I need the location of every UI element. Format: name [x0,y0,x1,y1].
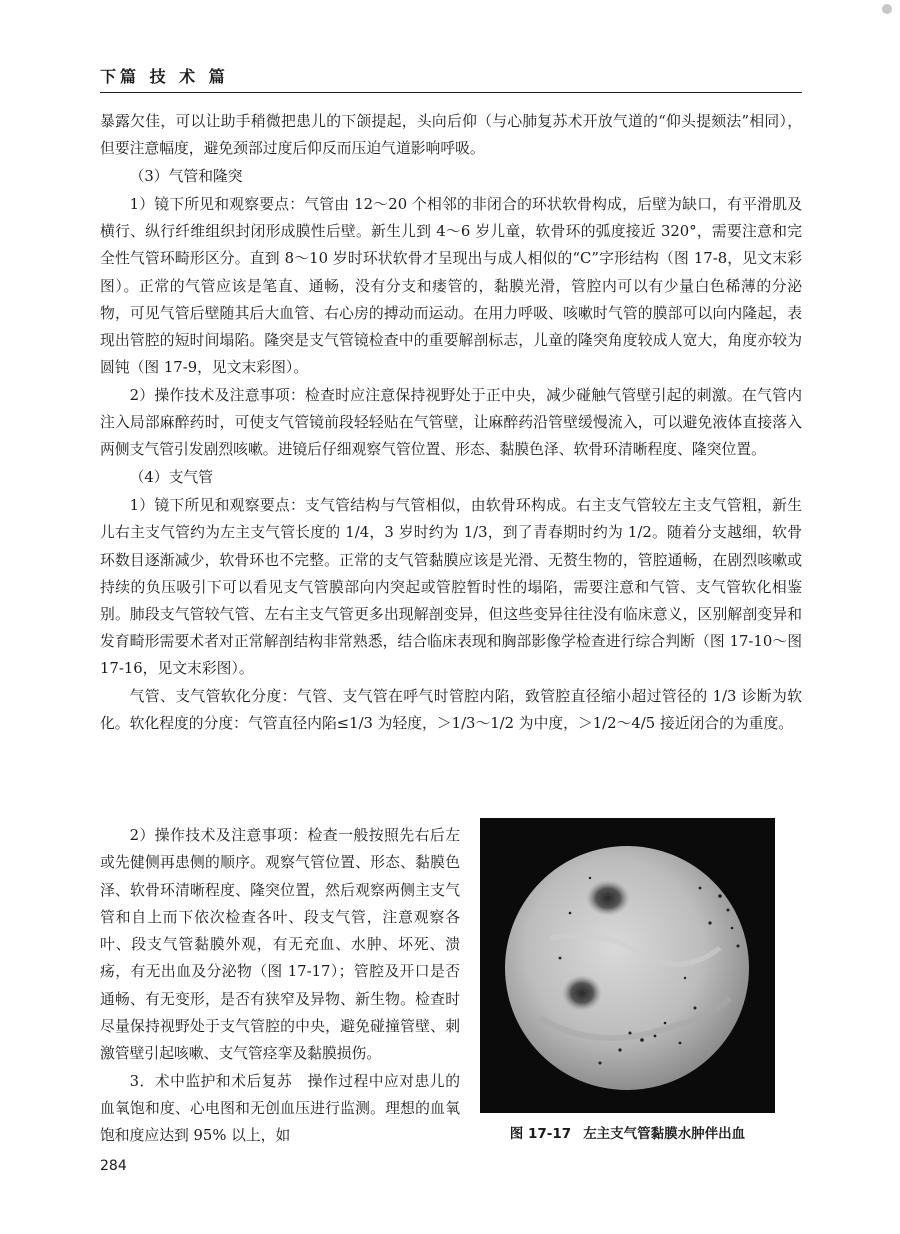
figure-label: 图 17-17 [509,1126,572,1142]
paragraph-bronchi-technique: 2）操作技术及注意事项：检查一般按照先右后左或先健侧再患侧的顺序。观察气管位置、形态、黏膜色泽、软骨环清晰程度、隆突位置，然后观察两侧主支气管和自上而下依次检查各叶、段支气管，注意观察各叶、段支气管黏膜外观，有无充血、水肿、坏死、溃疡，有无出血及分泌物（图 17-17）；管腔及开口是否通畅、有无变形，是否有狭窄及异物、新生物。检查时尽量保持视野处于支气管腔的中央，避免碰撞管壁、刺激管壁引起咳嗽、支气管痉挛及黏膜损伤。 [100,827,460,1063]
running-header: 下篇 技 术 篇 [100,67,229,86]
paragraph-malacia-grading: 气管、支气管软化分度：气管、支气管在呼气时管腔内陷，致管腔直径缩小超过管径的 1/3 诊断为软化。软化程度的分度：气管直径内陷≤1/3 为轻度，＞1/3～1/2 为中度，＞1/2～4/5 接近闭合的为重度。 [100,687,802,733]
bronchoscopy-figure [480,818,775,1113]
bronchoscopy-image [480,818,775,1113]
lower-bronchial-opening [562,975,602,1011]
paragraph-bronchi-observation: 1）镜下所见和观察要点：支气管结构与气管相似，由软骨环构成。右主支气管较左主支气管粗，新生儿右主支气管约为左主支气管长度的 1/4，3 岁时约为 1/3，到了青春期时约为 1/2。随着分支越细，软骨环数目逐渐减少，软骨环也不完整。正常的支气管黏膜应该是光滑、无赘生物的，管腔通畅，在剧烈咳嗽或持续的负压吸引下可以看见支气管膜部向内突起或管腔暂时性的塌陷，需要注意和气管、支气管软化相鉴别。肺段支气管较气管、左右主支气管更多出现解剖变异，但这些变异往往没有临床意义，区别解剖变异和发育畸形需要术者对正常解剖结构非常熟悉，结合临床表现和胸部影像学检查进行综合判断（图 17-10～图 17-16，见文末彩图）。 [100,497,802,677]
wrapped-text-block [100,822,460,1150]
section-heading-trachea: （3）气管和隆突 [129,168,243,186]
upper-bronchial-opening [586,880,630,916]
paragraph-trachea-technique: 2）操作技术及注意事项：检查时应注意保持视野处于正中央，减少碰触气管壁引起的刺激。在气管内注入局部麻醉药时，可使支气管镜前段轻轻贴在气管壁，让麻醉药沿管壁缓慢流入，可以避免液体直接落入两侧支气管引发剧烈咳嗽。进镜后仔细观察气管位置、形态、黏膜色泽、软骨环清晰程度、隆突位置。 [100,386,802,459]
main-text-block [100,108,802,737]
figure-caption-text: 左主支气管黏膜水肿伴出血 [583,1126,746,1142]
paragraph-continuation: 暴露欠佳，可以让助手稍微把患儿的下颌提起，头向后仰（与心肺复苏术开放气道的“仰头提颏法”相同），但要注意幅度，避免颈部过度后仰反而压迫气道影响呼吸。 [100,113,802,158]
section-heading-bronchi: （4）支气管 [129,469,213,487]
header-rule [100,92,802,93]
paragraph-monitoring: 3．术中监护和术后复苏 操作过程中应对患儿的血氧饱和度、心电图和无创血压进行监测。理想的血氧饱和度应达到 95% 以上，如 [100,1072,460,1145]
figure-caption [480,1122,775,1142]
airway-lumen [505,846,749,1090]
paragraph-trachea-observation: 1）镜下所见和观察要点：气管由 12～20 个相邻的非闭合的环状软骨构成，后壁为缺口，有平滑肌及横行、纵行纤维组织封闭形成膜性后壁。新生儿到 4～6 岁儿童，软骨环的弧度接近 320°，需要注意和完全性气管环畸形区分。直到 8～10 岁时环状软骨才呈现出与成人相似的“C”字形结构（图 17-8，见文末彩图）。正常的气管应该是笔直、通畅，没有分支和瘘管的，黏膜光滑，管腔内可以有少量白色稀薄的分泌物，可见气管后壁随其后大血管、右心房的搏动而运动。在用力呼吸、咳嗽时气管的膜部可以向内隆起，表现出管腔的短时间塌陷。隆突是支气管镜检查中的重要解剖标志，儿童的隆突角度较成人宽大，角度亦较为圆钝（图 17-9，见文末彩图）。 [100,196,802,376]
page-corner-mark [882,4,892,14]
page-number: 284 [100,1158,127,1174]
